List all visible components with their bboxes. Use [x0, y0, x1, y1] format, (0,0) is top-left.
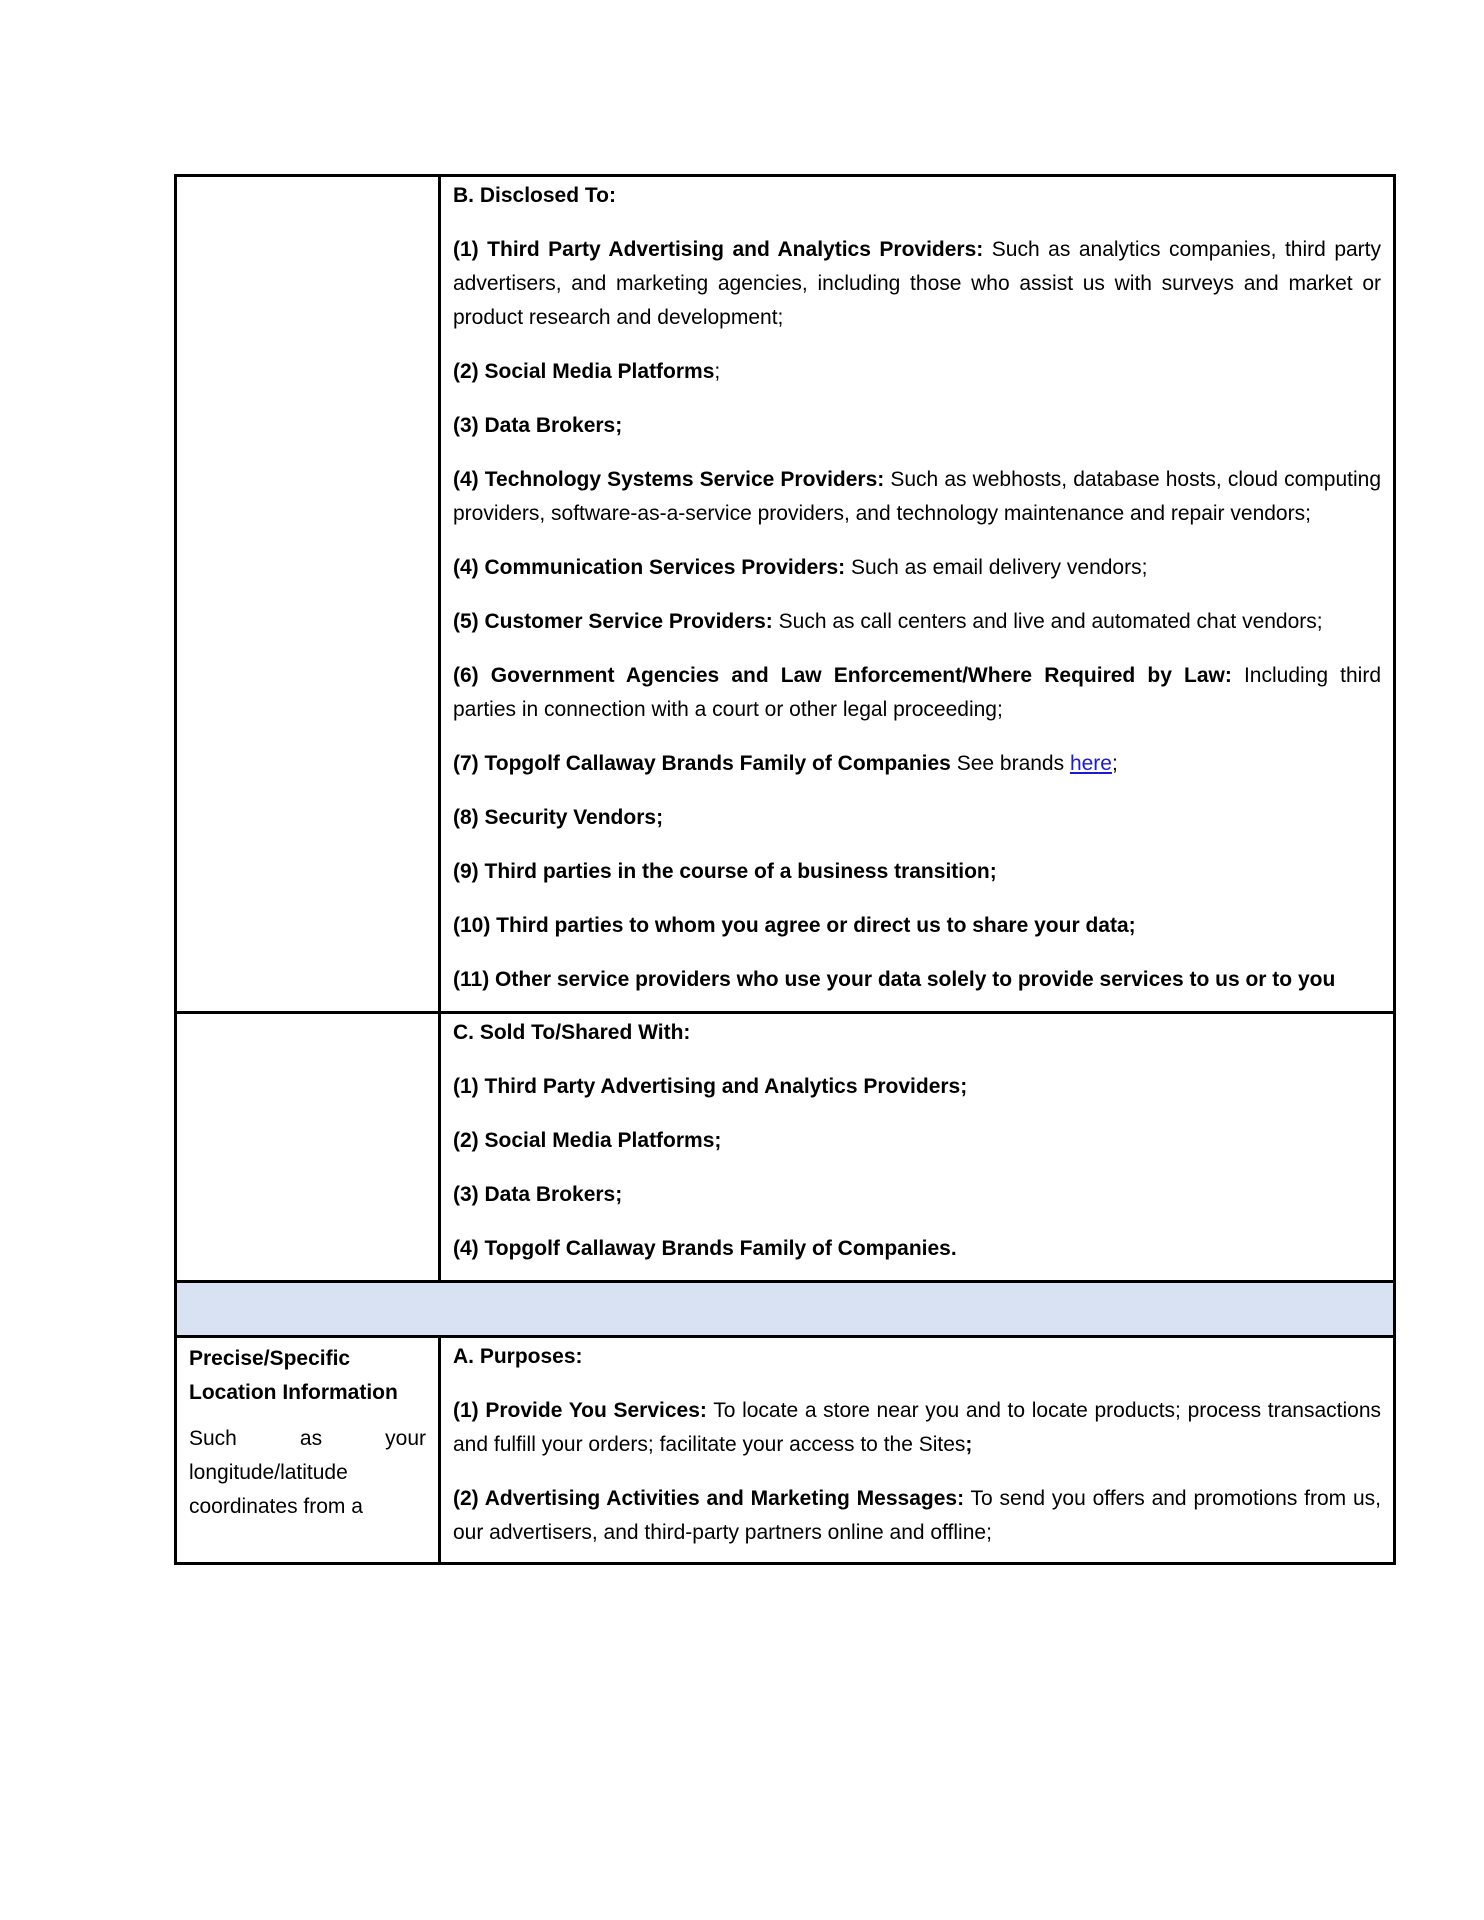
- sold-to-heading: C. Sold To/Shared With:: [453, 1021, 691, 1044]
- disclosed-to-cell: [440, 176, 1395, 1013]
- list-item: (9) Third parties in the course of a business transition;: [453, 860, 997, 883]
- purposes-cell: [440, 1337, 1395, 1564]
- list-item: (3) Data Brokers;: [453, 1183, 623, 1206]
- list-item: (1) Third Party Advertising and Analytics Providers: Such as analytics companies, third party advertisers, and marketing agencies, including those who assist us with surveys and market or product research and development;: [453, 238, 1382, 329]
- list-item: (7) Topgolf Callaway Brands Family of Companies See brands here;: [453, 752, 1118, 775]
- list-item: (2) Advertising Activities and Marketing Messages: To send you offers and promotions from us, our advertisers, and third-party partners online and offline;: [453, 1487, 1381, 1544]
- list-item: (4) Topgolf Callaway Brands Family of Companies.: [453, 1237, 957, 1260]
- list-item: (4) Communication Services Providers: Such as email delivery vendors;: [453, 556, 1148, 579]
- list-item: (2) Social Media Platforms;: [453, 360, 721, 383]
- category-cell: [176, 1337, 440, 1564]
- list-item: (4) Technology Systems Service Providers: Such as webhosts, database hosts, cloud computing providers, software-as-a-service providers, and technology maintenance and repair vendors;: [453, 468, 1381, 525]
- section-separator-band: [176, 1282, 1395, 1337]
- list-item: (6) Government Agencies and Law Enforcement/Where Required by Law: Including third parties in connection with a court or other legal proceeding;: [453, 664, 1382, 721]
- list-item: (2) Social Media Platforms;: [453, 1129, 722, 1152]
- list-item: (10) Third parties to whom you agree or direct us to share your data;: [453, 914, 1136, 937]
- list-item: (11) Other service providers who use your data solely to provide services to us or to you: [453, 968, 1336, 991]
- category-description: Such as your longitude/latitude coordinates from a: [189, 1427, 426, 1518]
- list-item: (8) Security Vendors;: [453, 806, 664, 829]
- purposes-heading: A. Purposes:: [453, 1345, 583, 1368]
- list-item: (5) Customer Service Providers: Such as call centers and live and automated chat vendors;: [453, 610, 1323, 633]
- sold-to-cell: [440, 1013, 1395, 1282]
- table-row-sold-to: [176, 1013, 1395, 1282]
- empty-category-cell: [176, 176, 440, 1013]
- list-item: (1) Provide You Services: To locate a store near you and to locate products; process transactions and fulfill your orders; facilitate your access to the Sites;: [453, 1399, 1382, 1456]
- brands-here-link[interactable]: here: [1069, 752, 1112, 775]
- category-title: Precise/Specific Location Information: [189, 1347, 398, 1404]
- empty-category-cell: [176, 1013, 440, 1282]
- disclosed-to-heading: B. Disclosed To:: [453, 184, 616, 207]
- table-row-disclosed-to: [176, 176, 1395, 1013]
- data-disclosure-table: [174, 174, 1396, 1565]
- list-item: (3) Data Brokers;: [453, 414, 623, 437]
- blue-band-cell: [176, 1282, 1395, 1337]
- list-item: (1) Third Party Advertising and Analytics Providers;: [453, 1075, 968, 1098]
- table-row-location-information: [176, 1337, 1395, 1564]
